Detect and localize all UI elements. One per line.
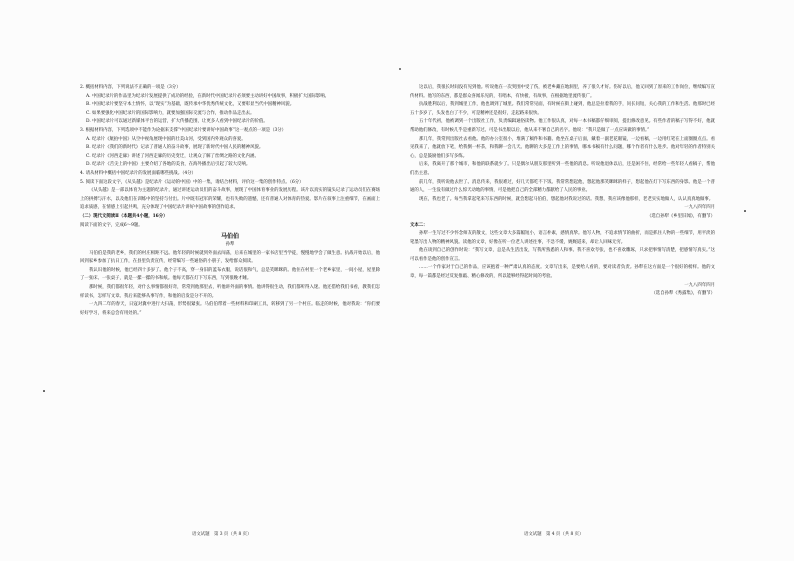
- q3-option-c: C. 纪录片《河西走廊》讲述了河西走廊的历史变迁，让观众了解了丝绸之路的文化内涵。: [86, 153, 259, 159]
- section-instruction: 阅读下面的文字，完成6～9题。: [80, 222, 143, 228]
- scan-speck: [399, 68, 401, 70]
- question-5-quote: 《从头越》是一部以体育为主题的纪录片，通过讲述运动员们的奋斗故事，展现了中国体育事业的发展历程。该片以真实的镜头记录了运动员们在赛场上的拼搏与汗水，以及他们在训练中的坚持与付出。片中既有冠军的荣耀，也有失败的遗憾，还有普通人对体育的热爱。影片在叙事上注重细节，在画面上追求质感，在情感上引起共鸣，充分体现了中国纪录片讲好中国故事的创作追求。: [80, 188, 380, 211]
- story-paragraph: 前几年，我听说他去世了。消息传来，我很难过，好几天都吃不下饭。我常常想起他，想起他那笑眯眯的样子，想起他在灯下写东西的身影。他是一个普通的人，一生没有做过什么惊天动地的事情，可是他把自己的全部精力都献给了人民的事业。: [410, 179, 715, 194]
- q2-option-b: B. 中国纪录片要坚守本土情怀，以“现实”为基础，既传承中华优秀传统文化，又要彰显当代中国精神风貌。: [86, 102, 295, 108]
- page-footer-left: 语文试题 第 3 页（共 8 页）: [192, 532, 252, 537]
- q2-option-d: D. 中国纪录片可以通过新媒体平台的运营，扩大传播范围，让更多人看到中国纪录片的价值。: [86, 119, 268, 125]
- text-two-heading: 文本二：: [410, 222, 428, 228]
- story-paragraph: 这以后，我很长时间没有见到他。听说他在一次突围中受了伤，被老乡藏在地洞里，养了很久才好。伤好以后，他又回到了原来的工作岗位，继续编写宣传材料。他写的东西，都是群众喜闻乐见的，有唱本，有快板，有故事，在根据地里流传很广。: [410, 85, 715, 99]
- right-column: [410, 84, 715, 299]
- question-2: 2. 概括材料内容，下列说法不正确的一项是（3分）: [80, 85, 181, 90]
- page-footer-right: 语文试题 第 4 页（共 8 页）: [524, 532, 584, 537]
- left-column: [80, 84, 380, 318]
- scan-speck: [43, 390, 45, 392]
- q2-option-a: A. 中国纪录片的作品里为纪录片发展提供了成功的经验，在新时代中国纪录片必须要主动讲好中国故事，积极扩大国际影响。: [86, 93, 330, 99]
- story-paragraph: 后来，我离开了那个城市，和他的联系就少了。只是偶尔从朋友那里听到一些他的消息。听说他退休以后，还是闲不住，经常给一些年轻人看稿子，帮他们出主意。: [410, 162, 715, 176]
- question-3: 3. 根据材料内容，下列选项中不能作为论据来支撑“中国纪录片要讲好中国故事”这一观点的一项是（3分）: [80, 127, 287, 133]
- text-two-paragraph: 孙犁一生写过不少怀念师友的散文，这些文章大多篇幅短小，语言朴素，感情真挚。他写人物，不追求情节的曲折，而是抓住人物的一些细节，用平淡的笔墨写出人物的精神风貌。读他的文章，好像在听一位老人讲述往事，不急不缓，娓娓道来，却让人回味无穷。: [410, 231, 715, 245]
- q3-option-d: D. 纪录片《舌尖上的中国》主要介绍了各地的美食，在海外播出后引起了较大反响。: [86, 162, 251, 168]
- section-heading: （二）现代文阅读Ⅱ（本题共4小题，16分）: [80, 213, 168, 219]
- story-paragraph: 五十年代初，他被调到一个出版社工作，负责编辑通俗读物。他工作很认真，对每一本书稿都仔细审阅，提出修改意见。有些作者的稿子写得不好，他就帮助他们修改，有时候几乎是重新写过。可是书出版以后，他从来不署自己的名字。他说：“我只是做了一点应该做的事情。”: [410, 119, 715, 133]
- q3-option-a: A. 纪录片《航拍中国》从空中视角展现中国的壮美山河，受到国内外观众的喜爱。: [86, 136, 246, 142]
- text-two-source: （选自孙犁《秀露集》，有删节）: [651, 291, 715, 297]
- story-source: （选自孙犁《乡里旧闻》，有删节）: [646, 213, 715, 219]
- story-date: 一九八四年四月: [684, 205, 715, 211]
- text-two-date: 一九八四年四月: [684, 282, 715, 288]
- story-paragraph: 抗战胜利以后，我到城里工作，他也调到了城里。我们常常见面，有时候在街上碰到，他总是拉着我的手，问长问短，关心我的工作和生活。他那时已经五十多岁了，头发也白了不少，可是精神还是很好，走起路来很快。: [410, 102, 715, 116]
- story-paragraph: 一九四二年的春天，日寇对冀中进行大扫荡，形势很紧张。马伯伯带着一些材料和印刷工具，转移到了另一个村庄。临走的时候，他对我说：“你们要好好学习，将来总会有用处的。”: [80, 302, 380, 316]
- q3-option-b: B. 纪录片《我们的新时代》记录了普通人的奋斗故事，展现了新时代中国人民的精神风貌。: [86, 145, 264, 151]
- question-5: 5. 阅读下面这段文字，《从头越》是纪录片《运动的中国》中的一集，请结合材料，评价这一集的创作特点。（6分）: [80, 179, 304, 185]
- story-author: 孙犁: [225, 242, 235, 248]
- story-title: 马伯伯: [220, 233, 239, 241]
- story-paragraph: 马伯伯是我的老乡，我们的村庄相距不远。他年轻的时候就到外面去闯荡，后来在城里的一家书店里当学徒，慢慢地学会了做生意。抗战开始以后，他回到家乡参加了抗日工作，在县里负责宣传，经常编写一些通俗的小册子，发给群众阅读。: [80, 250, 380, 265]
- text-two-paragraph: ……一个作家对于自己的作品，应该抱着一种严肃认真的态度。文章写出来，是要给人看的，要对读者负责。孙犁在这方面是一个很好的榜样。他的文章，每一篇都是经过反复推敲、精心修改的，所以能够经得起时间的考验。: [410, 265, 715, 280]
- story-paragraph: 那几年，我常到出版社去看他。他的办公室很小，堆满了稿件和书籍。他坐在桌子后面，戴着一副老花眼镜，一边看稿，一边用红笔在上面圈圈点点。看见我来了，他就放下笔，给我倒一杯茶，和我聊一会儿天。他聊的大多是工作上的事情，哪本书稿有什么问题，哪个作者有什么进步。他对年轻的作者特别关心，总是鼓励他们多写多练。: [410, 136, 715, 159]
- question-4: 4. 请从材料中概括中国纪录片的发展面临哪些挑战。（4分）: [80, 170, 196, 176]
- scan-speck: [744, 210, 746, 212]
- story-paragraph: 现在，我也老了。每当我拿起笔来写东西的时候，就会想起马伯伯，想起他对我说过的话。我想，我应该像他那样，老老实实地做人，认认真真地做事。: [419, 196, 714, 202]
- story-paragraph: 我认识他的时候，他已经四十多岁了。他个子不高，穿一身旧的蓝布衣服，说话很和气，总是笑眯眯的。他住在村里一个老乡家里，一间小屋，屋里除了一张床、一张桌子，就是一摞一摞的书和纸。他每天都在灯下写东西，写到很晚才睡。: [80, 267, 380, 282]
- story-paragraph: 那时候，我们都很年轻，对什么事情都很好奇，常常到他那里去，听他讲外面的事情。他讲得很生动，我们都听得入迷。他还借给我们书看，教我们怎样读书，怎样写文章。我后来能够从事写作，和他的启发是分不开的。: [80, 285, 380, 299]
- text-two-paragraph: 他在谈到自己的创作时说：“我写文章，总是从生活出发，写我所熟悉的人和事。我不喜欢夸张，也不喜欢雕琢，只求把事情写清楚，把感情写真实。”这可以看作是他的创作宣言。: [410, 248, 715, 262]
- q2-option-c: C. 如果要强化中国纪录片的国际影响力，就要加强国际交流与合作，推动作品走出去。: [86, 110, 255, 116]
